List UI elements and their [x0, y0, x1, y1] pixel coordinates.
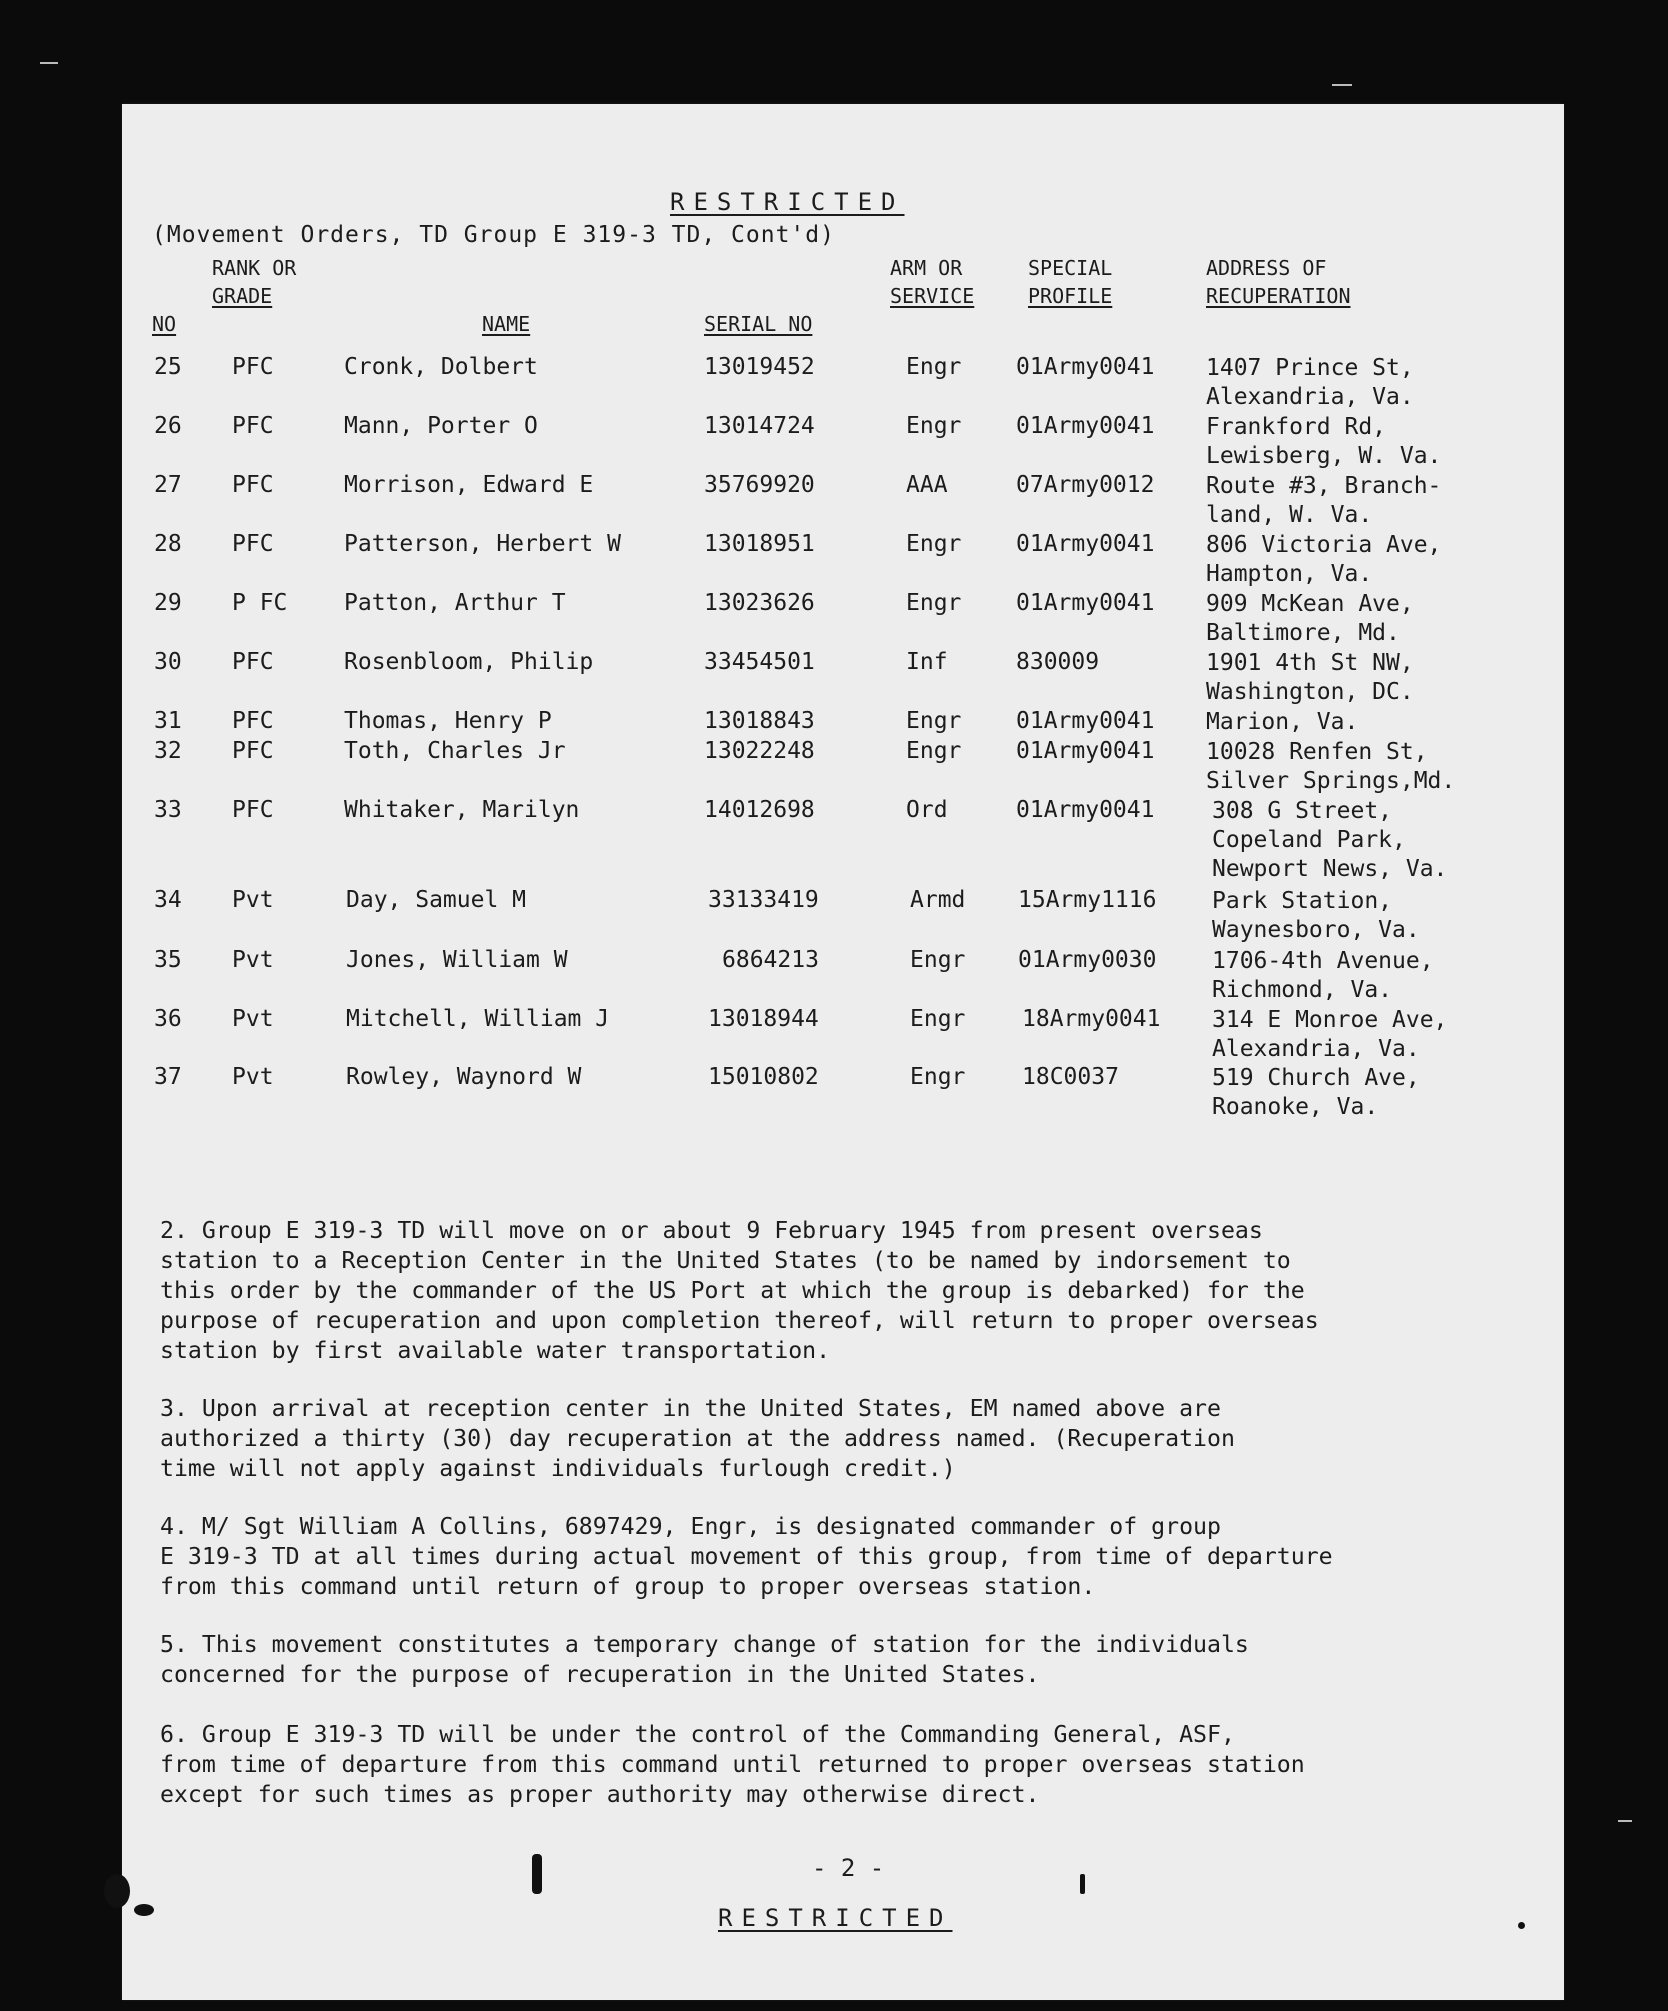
scan-edge-mark [1332, 84, 1352, 86]
row-serial: 15010802 [708, 1064, 819, 1090]
row-no: 25 [154, 354, 182, 380]
row-arm: Engr [906, 708, 962, 734]
row-rank: PFC [232, 649, 274, 675]
address-line-2: Richmond, Va. [1212, 977, 1393, 1003]
address-line-2: Alexandria, Va. [1206, 384, 1414, 410]
row-arm: Ord [906, 797, 948, 823]
address-line-1: 1407 Prince St, [1206, 355, 1414, 381]
row-rank: Pvt [232, 1064, 274, 1090]
address-line-1: 1706-4th Avenue, [1212, 948, 1434, 974]
col-arm-top: ARM OR [890, 256, 963, 280]
col-rank-bottom: GRADE [212, 284, 273, 308]
col-no-label: NO [152, 312, 177, 336]
row-serial: 13018951 [704, 531, 815, 557]
document-subtitle: (Movement Orders, TD Group E 319-3 TD, Cont'd) [152, 222, 835, 248]
row-profile: 15Army1116 [1018, 887, 1157, 913]
row-arm: Engr [906, 738, 962, 764]
table-row [122, 738, 1564, 798]
col-profile-top: SPECIAL [1028, 256, 1113, 280]
row-rank: Pvt [232, 1006, 274, 1032]
row-address [1212, 947, 1434, 1005]
row-address [1206, 649, 1414, 707]
row-address [1212, 1064, 1420, 1122]
row-rank: PFC [232, 413, 274, 439]
paragraph-2: 2. Group E 319-3 TD will move on or about 9 February 1945 from present overseas station to a Reception Center in the United States (to be named by indorsement to this order by the commander of the US Port at which the group is debarked) for the purpose of recuperation and upon completion thereof, will return to proper overseas station by first available water transportation. [160, 1217, 1319, 1364]
ink-blot [134, 1904, 154, 1916]
table-row [122, 354, 1564, 414]
col-rank-top: RANK OR [212, 256, 297, 280]
row-serial: 33133419 [708, 887, 819, 913]
row-address [1206, 708, 1358, 737]
col-profile-bottom: PROFILE [1028, 284, 1113, 308]
row-name: Rosenbloom, Philip [344, 649, 594, 675]
col-no [152, 282, 176, 338]
row-address [1206, 738, 1455, 796]
row-rank: PFC [232, 708, 274, 734]
col-rank [212, 254, 296, 310]
ink-blot [104, 1874, 130, 1908]
row-arm: Armd [910, 887, 966, 913]
row-arm: Engr [910, 1064, 966, 1090]
row-rank: PFC [232, 472, 274, 498]
row-no: 28 [154, 531, 182, 557]
address-line-1: Route #3, Branch- [1206, 473, 1442, 499]
row-serial: 14012698 [704, 797, 815, 823]
table-row [122, 649, 1564, 709]
address-line-2: Alexandria, Va. [1212, 1036, 1420, 1062]
row-rank: PFC [232, 354, 274, 380]
row-no: 34 [154, 887, 182, 913]
row-name: Toth, Charles Jr [344, 738, 566, 764]
table-row [122, 472, 1564, 532]
row-rank: Pvt [232, 887, 274, 913]
address-line-1: 1901 4th St NW, [1206, 650, 1414, 676]
address-line-2: Silver Springs,Md. [1206, 768, 1456, 794]
row-arm: AAA [906, 472, 948, 498]
row-profile: 830009 [1016, 649, 1100, 675]
row-name: Morrison, Edward E [344, 472, 594, 498]
row-arm: Engr [906, 413, 962, 439]
row-arm: Engr [906, 354, 962, 380]
ink-dot [1080, 1874, 1085, 1894]
row-profile: 01Army0041 [1016, 354, 1155, 380]
row-no: 37 [154, 1064, 182, 1090]
paragraph-4: 4. M/ Sgt William A Collins, 6897429, Engr, is designated commander of group E 319-3 TD at all times during actual movement of this group, from time of departure from this command until return of group to proper overseas station. [160, 1513, 1333, 1600]
row-name: Patton, Arthur T [344, 590, 566, 616]
row-no: 35 [154, 947, 182, 973]
col-address-top: ADDRESS OF [1206, 256, 1327, 280]
row-no: 31 [154, 708, 182, 734]
row-serial: 13019452 [704, 354, 815, 380]
row-address [1206, 590, 1414, 648]
row-profile: 01Army0041 [1016, 738, 1155, 764]
row-no: 30 [154, 649, 182, 675]
row-name: Mitchell, William J [346, 1006, 610, 1032]
row-name: Mann, Porter O [344, 413, 538, 439]
table-row [122, 1064, 1564, 1124]
row-name: Patterson, Herbert W [344, 531, 621, 557]
classification-bottom: RESTRICTED [718, 1904, 953, 1932]
row-arm: Engr [906, 590, 962, 616]
paragraph-6: 6. Group E 319-3 TD will be under the control of the Commanding General, ASF, from time of departure from this command until returned to proper overseas station except for such times as proper authority may otherwise direct. [160, 1721, 1305, 1808]
row-rank: PFC [232, 738, 274, 764]
row-arm: Engr [910, 1006, 966, 1032]
address-line-1: 909 McKean Ave, [1206, 591, 1414, 617]
row-profile: 18C0037 [1022, 1064, 1119, 1090]
row-profile: 01Army0041 [1016, 590, 1155, 616]
row-profile: 01Army0041 [1016, 708, 1155, 734]
address-line-1: Park Station, [1212, 888, 1393, 914]
row-serial: 13014724 [704, 413, 815, 439]
col-profile [1028, 254, 1112, 310]
document-page [122, 104, 1564, 2000]
page-number: - 2 - [812, 1854, 885, 1882]
row-no: 32 [154, 738, 182, 764]
table-row [122, 797, 1564, 885]
row-serial: 13023626 [704, 590, 815, 616]
paragraph-3: 3. Upon arrival at reception center in the United States, EM named above are authorized a thirty (30) day recuperation at the address named. (Recuperation time will not apply against individuals furlough credit.) [160, 1395, 1235, 1482]
row-address [1206, 472, 1441, 530]
row-name: Cronk, Dolbert [344, 354, 538, 380]
row-address [1206, 531, 1441, 589]
row-profile: 01Army0030 [1018, 947, 1157, 973]
col-name-label: NAME [482, 312, 531, 336]
row-profile: 01Army0041 [1016, 531, 1155, 557]
row-name: Day, Samuel M [346, 887, 527, 913]
table-row [122, 590, 1564, 650]
row-name: Rowley, Waynord W [346, 1064, 582, 1090]
row-address [1206, 413, 1441, 471]
scan-edge-mark [40, 62, 58, 64]
address-line-2: Washington, DC. [1206, 679, 1414, 705]
address-line-2: Waynesboro, Va. [1212, 917, 1420, 943]
address-line-1: 314 E Monroe Ave, [1212, 1007, 1448, 1033]
row-no: 26 [154, 413, 182, 439]
table-row [122, 531, 1564, 591]
row-no: 36 [154, 1006, 182, 1032]
address-line-2: Baltimore, Md. [1206, 620, 1400, 646]
address-line-2: land, W. Va. [1206, 502, 1373, 528]
row-arm: Inf [906, 649, 948, 675]
row-name: Whitaker, Marilyn [344, 797, 580, 823]
row-serial: 13018843 [704, 708, 815, 734]
row-rank: PFC [232, 531, 274, 557]
address-line-2: Hampton, Va. [1206, 561, 1373, 587]
col-address-bottom: RECUPERATION [1206, 284, 1351, 308]
row-serial: 13022248 [704, 738, 815, 764]
table-row [122, 947, 1564, 1007]
paragraph-5: 5. This movement constitutes a temporary change of station for the individuals concerned for the purpose of recuperation in the United States. [160, 1631, 1249, 1688]
row-profile: 01Army0041 [1016, 797, 1155, 823]
table-row [122, 413, 1564, 473]
row-serial: 33454501 [704, 649, 815, 675]
row-profile: 07Army0012 [1016, 472, 1155, 498]
row-address [1212, 797, 1447, 884]
row-arm: Engr [906, 531, 962, 557]
col-arm [890, 254, 974, 310]
address-line-2: Roanoke, Va. [1212, 1094, 1379, 1120]
row-serial: 35769920 [704, 472, 815, 498]
address-line-1: 308 G Street, [1212, 798, 1393, 824]
col-serial-label: SERIAL NO [704, 312, 813, 336]
classification-top: RESTRICTED [670, 188, 905, 216]
row-no: 27 [154, 472, 182, 498]
col-name [482, 282, 530, 338]
address-line-1: 806 Victoria Ave, [1206, 532, 1442, 558]
row-address [1206, 354, 1414, 412]
row-no: 29 [154, 590, 182, 616]
row-address [1212, 1006, 1447, 1064]
col-arm-bottom: SERVICE [890, 284, 975, 308]
address-line-2: Copeland Park, [1212, 827, 1406, 853]
row-name: Jones, William W [346, 947, 568, 973]
ink-mark [532, 1854, 542, 1894]
table-row [122, 887, 1564, 947]
row-name: Thomas, Henry P [344, 708, 552, 734]
row-address [1212, 887, 1420, 945]
col-serial [704, 282, 812, 338]
row-serial: 13018944 [708, 1006, 819, 1032]
address-line-1: Frankford Rd, [1206, 414, 1387, 440]
row-rank: PFC [232, 797, 274, 823]
row-no: 33 [154, 797, 182, 823]
row-profile: 18Army0041 [1022, 1006, 1161, 1032]
table-row [122, 1006, 1564, 1066]
row-profile: 01Army0041 [1016, 413, 1155, 439]
row-rank: P FC [232, 590, 288, 616]
address-line-3: Newport News, Va. [1212, 856, 1448, 882]
address-line-1: Marion, Va. [1206, 709, 1359, 735]
address-line-2: Lewisberg, W. Va. [1206, 443, 1442, 469]
ink-dot [1518, 1922, 1525, 1929]
scan-edge-mark [1618, 1820, 1632, 1822]
row-serial: 6864213 [722, 947, 819, 973]
row-rank: Pvt [232, 947, 274, 973]
col-address [1206, 254, 1351, 310]
row-arm: Engr [910, 947, 966, 973]
address-line-1: 519 Church Ave, [1212, 1065, 1420, 1091]
address-line-1: 10028 Renfen St, [1206, 739, 1428, 765]
